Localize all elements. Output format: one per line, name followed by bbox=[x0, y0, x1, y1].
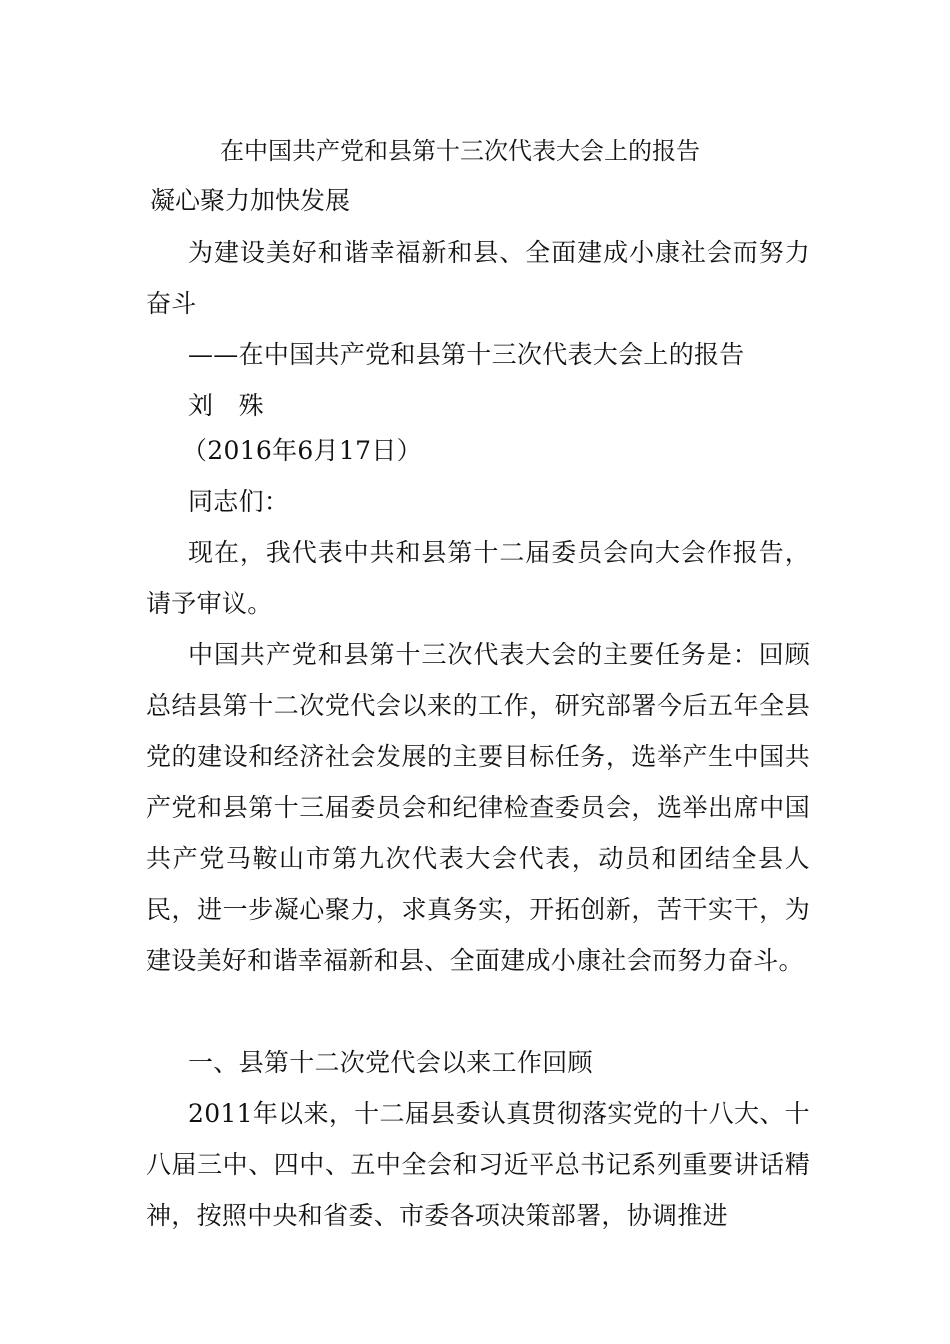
document-subtitle: 凝心聚力加快发展 bbox=[150, 186, 351, 215]
paragraph-intro: 现在，我代表中共和县第十二届委员会向大会作报告，请予审议。 bbox=[146, 538, 810, 618]
report-heading-sub: ——在中国共产党和县第十三次代表大会上的报告 bbox=[188, 340, 745, 369]
paragraph-tasks: 中国共产党和县第十三次代表大会的主要任务是：回顾总结县第十二次党代会以来的工作，研究部署今后五年全县党的建设和经济社会发展的主要目标任务，选举产生中国共产党和县第十三届委员会和纪律检查委员会，选举出席中国共产党马鞍山市第九次代表大会代表，动员和团结全县人民，进一步凝心聚力，求真务实，开拓创新，苦干实干，为建设美好和谐幸福新和县、全面建成小康社会而努力奋斗。 bbox=[146, 640, 810, 975]
document-title: 在中国共产党和县第十三次代表大会上的报告 bbox=[220, 137, 700, 165]
report-heading: 为建设美好和谐幸福新和县、全面建成小康社会而努力奋斗 bbox=[146, 238, 810, 318]
salutation: 同志们： bbox=[188, 487, 290, 516]
paragraph-review: 2011年以来，十二届县委认真贯彻落实党的十八大、十八届三中、四中、五中全会和习近平总书记系列重要讲话精神，按照中央和省委、市委各项决策部署，协调推进 bbox=[146, 1099, 810, 1230]
report-author: 刘 殊 bbox=[188, 391, 264, 420]
report-date: （2016年6月17日） bbox=[182, 436, 422, 465]
section-heading: 一、县第十二次党代会以来工作回顾 bbox=[188, 1048, 593, 1077]
